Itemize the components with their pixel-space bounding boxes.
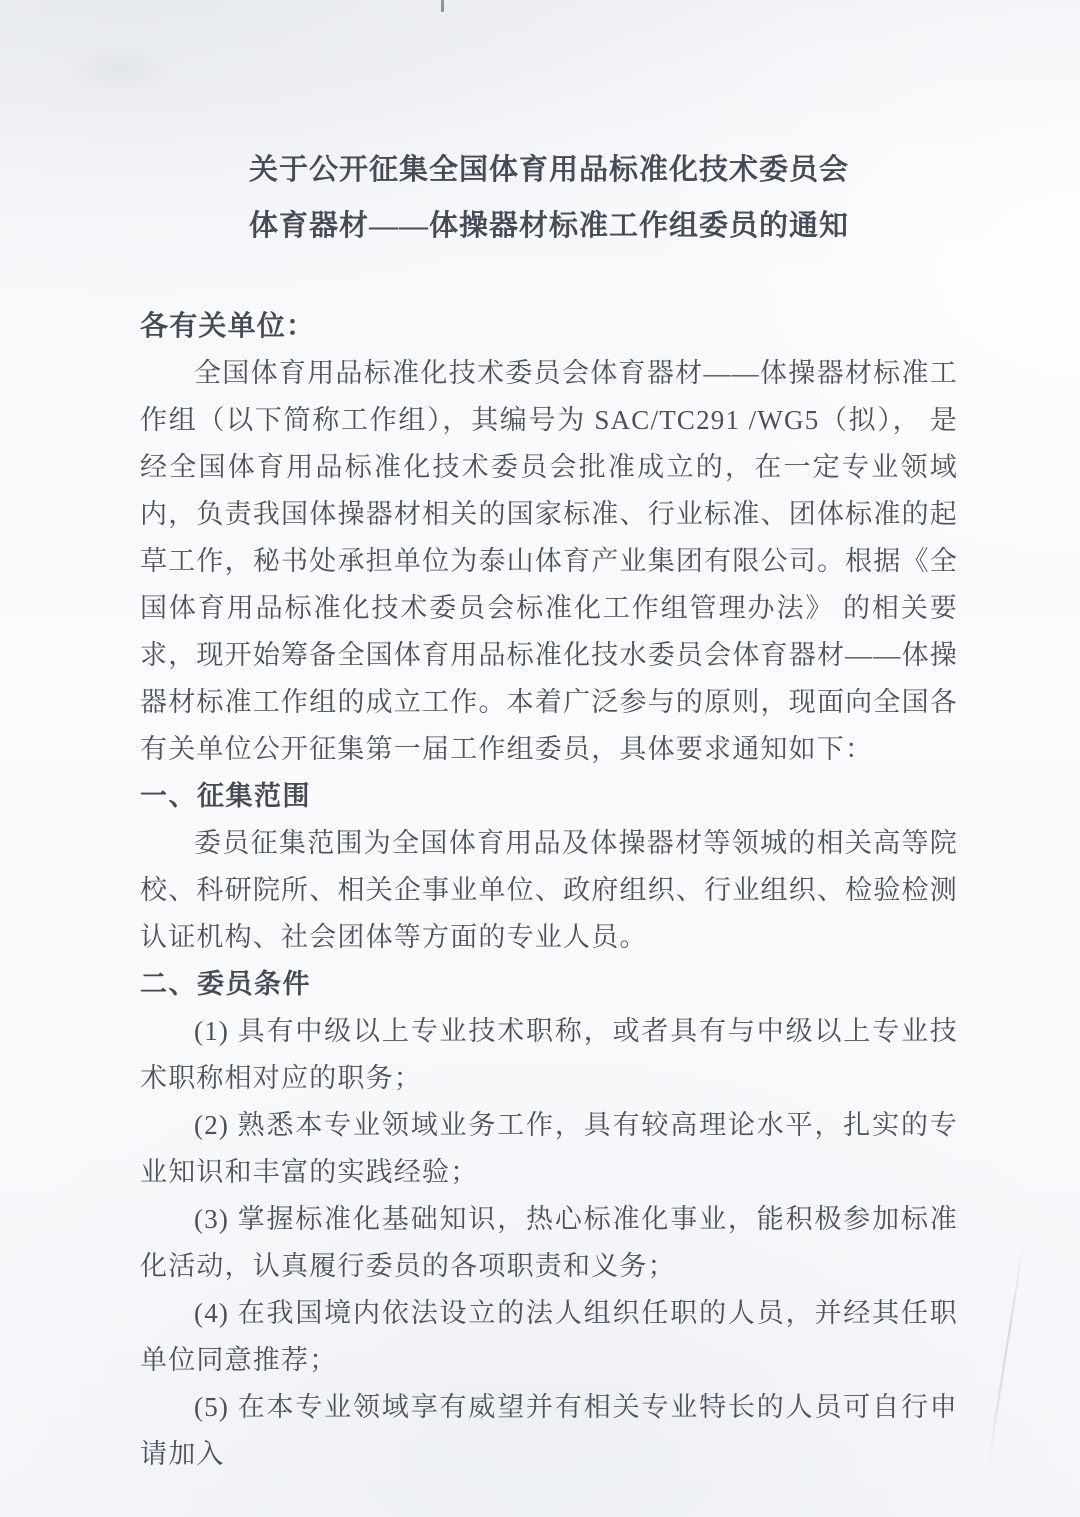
condition-item-5: (5) 在本专业领域享有威望并有相关专业特长的人员可自行申请加入 bbox=[140, 1392, 958, 1469]
condition-item-3: (3) 掌握标准化基础知识，热心标准化事业，能积极参加标准化活动，认真履行委员的各项职责和义务； bbox=[140, 1204, 958, 1281]
condition-item-4: (4) 在我国境内依法设立的法人组织任职的人员，并经其任职单位同意推荐； bbox=[140, 1298, 958, 1375]
section1-heading: 一、征集范围 bbox=[140, 781, 311, 811]
document-title-line1: 关于公开征集全国体育用品标准化技术委员会 bbox=[248, 154, 849, 186]
condition-item-1: (1) 具有中级以上专业技术职称，或者具有与中级以上专业技术职称相对应的职务； bbox=[140, 1016, 958, 1093]
document-title bbox=[140, 142, 958, 254]
section2-heading: 二、委员条件 bbox=[140, 969, 311, 999]
document-title-line2: 体育器材——体操器材标准工作组委员的通知 bbox=[248, 210, 849, 242]
section1-paragraph: 委员征集范围为全国体育用品及体操器材等领城的相关高等院校、科研院所、相关企事业单位、政府组织、行业组织、检验检测认证机构、社会团体等方面的专业人员。 bbox=[140, 828, 958, 952]
intro-paragraph: 全国体育用品标准化技术委员会体育器材——体操器材标准工作组（以下简称工作组），其编号为 SAC/TC291 /WG5（拟）， 是经全国体育用品标准化技术委员会批准成立的，在一定专业领域内，负责我国体操器材相关的国家标准、行业标准、团体标准的起草工作，秘书处承担单位为泰山体育产业集团有限公司。根据《全国体育用品标准化技术委员会标准化工作组管理办法》 的相关要求，现开始筹备全国体育用品标准化技水委员会体育器材——体操器材标准工作组的成立工作。本着广泛参与的原则，现面向全国各有关单位公开征集第一届工作组委员，具体要求通知如下： bbox=[140, 358, 958, 764]
condition-item-2: (2) 熟悉本专业领域业务工作，具有较高理论水平，扎实的专业知识和丰富的实践经验； bbox=[140, 1110, 958, 1187]
salutation: 各有关单位： bbox=[140, 311, 316, 342]
document-body bbox=[140, 303, 958, 1478]
